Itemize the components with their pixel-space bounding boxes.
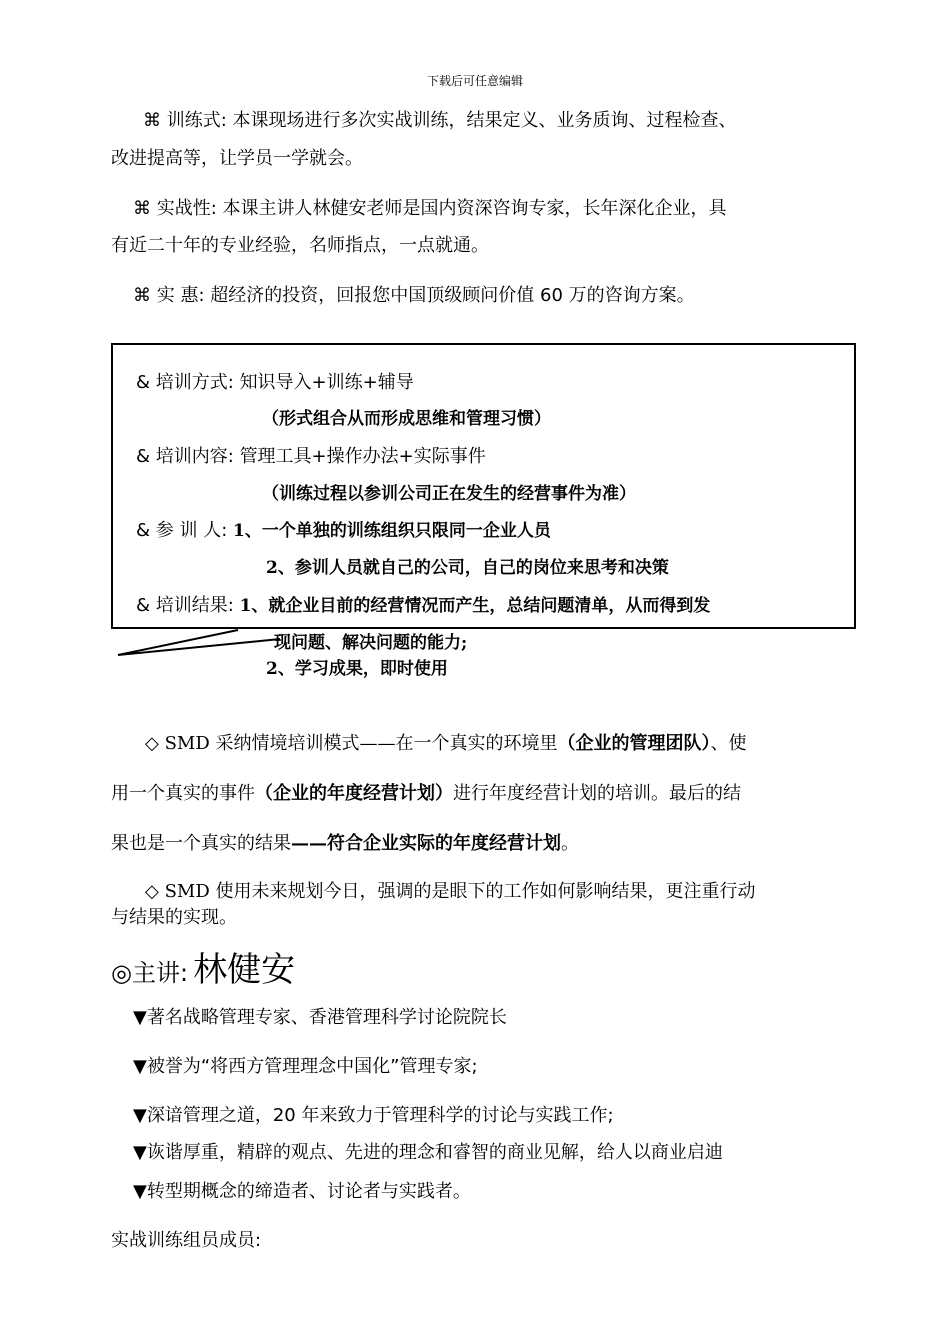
feature-value-line (133, 281, 695, 307)
lecturer-item-3 (133, 1101, 614, 1127)
page-header: 下载后可任意编辑 (426, 74, 523, 88)
lecturer-item-5: ▼转型期概念的缔造者、讨论者与实践者。 (133, 1181, 471, 1202)
participants-item-1: 1、一个单独的训练组织只限同一企业人员 (233, 521, 551, 541)
training-content-label: & 培训内容: (136, 446, 234, 467)
feature-text: 本课主讲人 (222, 198, 313, 219)
training-method-note: （形式组合从而形成思维和管理习惯） (262, 409, 551, 429)
smd-bold: （企业的年度经营计划） (255, 783, 453, 804)
lecturer-item-lead: ▼深谙管理之道， (133, 1105, 273, 1126)
command-icon: ⌘ (133, 198, 151, 219)
lecturer-item-text: “将西方管理理念中国化”管理专家; (200, 1056, 478, 1077)
smd-text: 果也是一个 (111, 833, 201, 854)
feature-label: 实战性: (156, 198, 217, 219)
smd-text: 、使 (710, 733, 747, 754)
smd-paragraph-line1 (145, 729, 746, 755)
lecturer-item-4: ▼诙谐厚重，精辟的观点、先进的理念和睿智的商业见解，给人以商业启迪 (133, 1142, 723, 1163)
smd-emphasis: 真实的环境里 (449, 733, 558, 754)
smd-text: 。 (561, 833, 579, 854)
training-content-value: 管理工具+操作办法+实际事件 (239, 446, 486, 467)
feature-training-line2: 改进提高等，让学员一学就会。 (111, 148, 363, 169)
feature-practical-line2: 有近二十年的专业经验，名师指点，一点就通。 (111, 235, 489, 256)
feature-emphasis: 国内资深咨询专家 (420, 198, 565, 219)
training-method-label: & 培训方式: (136, 372, 234, 393)
training-content-row (136, 442, 486, 468)
training-result-label: & 培训结果: (136, 595, 234, 616)
smd-paragraph2-line1: ◇ SMD 使用未来规划今日，强调的是眼下的工作如何影响结果，更注重行动 (145, 881, 756, 902)
training-result-item-1: 1、就企业目前的经营情况而产生，总结问题清单，从而得到发 (239, 596, 711, 616)
feature-text-mid: 老师是 (366, 198, 421, 219)
training-result-row (136, 591, 710, 617)
feature-label: 训练式: (166, 110, 227, 131)
feature-text-post: ，结果定义、业务质询、过程检查、 (448, 110, 737, 131)
lecturer-item-lead: ▼被誉为 (133, 1056, 201, 1077)
smd-emphasis: 真实的结果 (201, 833, 291, 854)
lecturer-name-inline: 林健安 (312, 198, 367, 219)
lecturer-heading (111, 942, 295, 991)
feature-text: 本课现场进行多次 (232, 110, 377, 131)
participants-row (136, 516, 551, 542)
team-members-heading: 实战训练组员成员: (111, 1230, 262, 1251)
training-content-note: （训练过程以参训公司正在发生的经营事件为准） (262, 484, 636, 504)
participants-item-2: 2、参训人员就自己的公司，自己的岗位来思考和决策 (266, 558, 669, 578)
lecturer-prefix: ◎主讲: (111, 959, 189, 987)
feature-text-post: ，长年深化企业，具 (564, 198, 727, 219)
smd-emphasis: 真实的事件 (165, 783, 255, 804)
callout-pointer (110, 625, 310, 660)
smd-paragraph-line3 (111, 829, 579, 855)
lecturer-name: 林健安 (193, 950, 296, 990)
smd-bold: ——符合企业实际的年度经营计划 (291, 833, 561, 854)
training-method-value: 知识导入+训练+辅导 (239, 372, 414, 393)
lecturer-item-text: 、香港管理科学讨论院院长 (290, 1007, 507, 1028)
feature-label: 实 惠: (156, 285, 205, 306)
smd-paragraph2-line2: 与结果的实现。 (111, 907, 237, 928)
feature-emphasis: 实战训练 (376, 110, 449, 131)
lecturer-item-1 (133, 1003, 507, 1029)
command-icon: ⌘ (133, 285, 151, 306)
training-result-item-2: 2、学习成果，即时使用 (266, 659, 448, 679)
participants-label: & 参 训 人: (136, 520, 228, 541)
lecturer-item-lead: ▼著名战略管理专家 (133, 1007, 291, 1028)
training-result-item-1-cont: 现问题、解决问题的能力; (274, 633, 468, 653)
training-method-row (136, 368, 414, 394)
smd-text: ◇ SMD 采纳情境培训模式——在一个 (145, 733, 450, 754)
feature-training-line1 (143, 106, 737, 132)
lecturer-item-2 (133, 1052, 478, 1078)
feature-text: 超经济的投资，回报您中国顶级顾问价值 60 万的咨询方案。 (210, 285, 695, 306)
feature-practical-line1 (133, 194, 727, 220)
smd-text: 进行年度经营计划的培训。最后的结 (453, 783, 741, 804)
command-icon: ⌘ (143, 110, 161, 131)
smd-bold: （企业的管理团队） (557, 733, 711, 754)
smd-text: 用一个 (111, 783, 165, 804)
lecturer-item-text: 20 年来致力于管理科学的讨论与实践工作; (272, 1105, 614, 1126)
smd-paragraph-line2 (111, 779, 741, 805)
